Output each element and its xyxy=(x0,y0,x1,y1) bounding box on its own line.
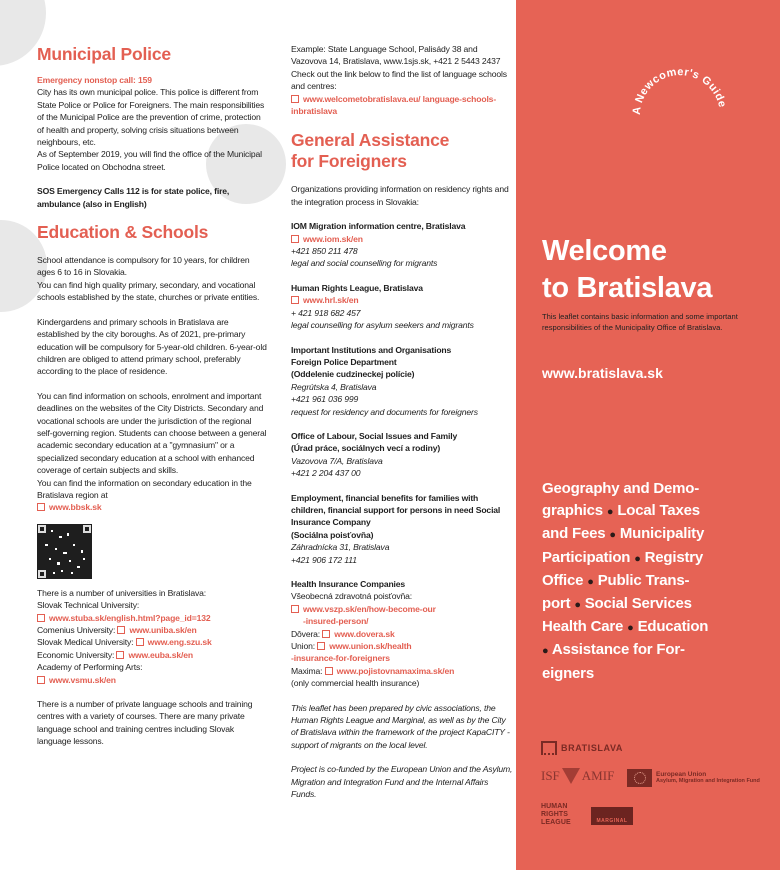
funding-note: Project is co-funded by the European Union and the Asylum, Migration and Integration Fund and the Internal Affairs Funds. xyxy=(291,764,513,800)
uniba-link[interactable]: www.uniba.sk/en xyxy=(129,625,197,635)
iom-link[interactable]: www.iom.sk/en xyxy=(303,233,363,244)
vsmu-link[interactable]: www.vsmu.sk/en xyxy=(49,674,116,685)
topic: Health Care xyxy=(542,618,624,636)
bullet-icon: ● xyxy=(542,645,549,658)
welcome-bratislava-link[interactable]: www.welcometobratislava.eu/ language-schools-inbratislava xyxy=(291,93,497,117)
bratislava-logo-text: BRATISLAVA xyxy=(561,743,623,753)
cover-intro: This leaflet contains basic information and some important responsibilities of the Municipality Office of Bratislava. xyxy=(542,312,738,332)
foreign-police-note: request for residency and documents for foreigners xyxy=(291,406,478,417)
topic: eigners xyxy=(542,664,594,682)
leaflet-credits: This leaflet has been prepared by civic associations, the Human Rights League and Marginal, as well as by the City of Bratislava within the framework of the project KapaCITY - support of migrants on the local level. xyxy=(291,702,510,750)
eu-logo xyxy=(627,769,760,787)
vszp-label: Všeobecná zdravotná poisťovňa: xyxy=(291,591,413,602)
stuba-link[interactable]: www.stuba.sk/english.html?page_id=132 xyxy=(49,612,211,623)
police-office: As of September 2019, you will find the office of the Municipal Police located on Obchodna street. xyxy=(37,149,262,172)
topic: graphics xyxy=(542,502,603,520)
cover-title-line2: to Bratislava xyxy=(542,272,713,304)
education-p1: School attendance is compulsory for 10 years, for children ages 6 to 16 in Slovakia. xyxy=(37,255,250,278)
labour-office-local: (Úrad práce, sociálnych vecí a rodiny) xyxy=(291,443,441,454)
hrl-line: HUMAN xyxy=(541,803,568,810)
cover-title xyxy=(542,233,712,307)
bullet-icon: ● xyxy=(587,575,594,588)
org-phone: +421 850 211 478 xyxy=(291,246,358,257)
education-p3: You can find information on schools, enrolment and important deadlines on the websites of the City Districts. Secondary and vocational schools are under the jurisdiction of the regional self-governing region. Students can choose between a general academic secondary education at a "gymnasium" or a specialized secondary education at a school with enhanced coverage of certain subjects and skills. xyxy=(37,390,267,476)
assistance-heading-2: for Foreigners xyxy=(291,151,407,172)
eu-flag-icon xyxy=(627,769,652,787)
bullet-icon: ● xyxy=(627,622,634,635)
social-insurance-phone: +421 906 172 111 xyxy=(291,554,357,565)
labour-office-name: Office of Labour, Social Issues and Family xyxy=(291,430,458,441)
hrl-link[interactable]: www.hrl.sk/en xyxy=(303,295,359,306)
left-column xyxy=(37,0,267,748)
labour-office-phone: +421 2 204 437 00 xyxy=(291,468,361,479)
topic: Participation xyxy=(542,548,631,566)
topic: and Fees xyxy=(542,525,606,543)
external-link-icon xyxy=(117,626,125,634)
maxima-label: Maxima: xyxy=(291,665,323,676)
bullet-icon: ● xyxy=(574,599,581,612)
external-link-icon xyxy=(291,605,299,613)
org-phone: + 421 918 682 457 xyxy=(291,307,361,318)
maxima-link[interactable]: www.pojistovnamaxima.sk/en xyxy=(336,665,455,676)
cover-title-line1: Welcome xyxy=(542,235,667,267)
hrl-line: LEAGUE xyxy=(541,818,571,826)
arc-text: A Newcomer's Guide xyxy=(630,66,729,116)
universities-intro: There is a number of universities in Bratislava: xyxy=(37,587,207,598)
bratislava-logo xyxy=(541,741,623,755)
isf-amif-logo xyxy=(541,768,614,784)
external-link-icon xyxy=(37,676,45,684)
external-link-icon xyxy=(322,630,330,638)
health-insurance-title: Health Insurance Companies xyxy=(291,579,406,589)
amif-text: AMIF xyxy=(581,768,615,783)
sos-emergency: SOS Emergency Calls 112 is for state police, fire, ambulance (also in English) xyxy=(37,186,230,209)
middle-column xyxy=(291,0,513,801)
euba-link[interactable]: www.euba.sk/en xyxy=(128,649,193,660)
bratislava-website-link[interactable]: www.bratislava.sk xyxy=(542,365,663,381)
topic: Education xyxy=(637,618,709,636)
social-insurance-local: (Sociálna poisťovňa) xyxy=(291,529,374,540)
topic: Social Services xyxy=(584,595,692,613)
isf-text: ISF xyxy=(541,768,560,783)
svg-text:A Newcomer's Guide xyxy=(631,66,728,115)
org-name: IOM Migration information centre, Bratislava xyxy=(291,221,466,232)
social-insurance-name: Employment, financial benefits for families with children, financial support for persons in need Social Insurance Company xyxy=(291,492,501,528)
vszp-link[interactable]: www.vszp.sk/en/how-become-our xyxy=(303,603,436,614)
bullet-icon: ● xyxy=(634,552,641,565)
topic: Assistance for For- xyxy=(551,641,685,659)
marginal-logo xyxy=(591,807,633,825)
university-name: Slovak Technical University: xyxy=(37,600,140,611)
human-rights-league-logo xyxy=(541,803,571,826)
bullet-icon: ● xyxy=(606,506,614,519)
external-link-icon xyxy=(136,638,144,646)
university-name: Academy of Performing Arts: xyxy=(37,662,143,673)
foreign-police-local: (Oddelenie cudzineckej polície) xyxy=(291,369,415,380)
union-link[interactable]: www.union.sk/health xyxy=(329,641,412,652)
external-link-icon xyxy=(291,296,299,304)
university-name: Slovak Medical University: xyxy=(37,637,134,648)
hrl-line: RIGHTS xyxy=(541,810,569,818)
star-triangle-icon xyxy=(562,768,580,784)
language-school-example: Example: State Language School, Palisády 38 and Vazovova 14, Bratislava, www.1sjs.sk, +421 2 5443 2437 xyxy=(291,44,501,67)
bullet-icon: ● xyxy=(609,529,616,542)
education-p2: Kindergardens and primary schools in Bratislava are established by the city boroughs. As of 2021, pre-primary education will be compulsory for 5-year-old children. 6-year-old children are obliged to attend primary school, preferably according to the place of residence. xyxy=(37,316,267,377)
labour-office-address: Vazovova 7/A, Bratislava xyxy=(291,455,383,466)
external-link-icon xyxy=(291,235,299,243)
topic: port xyxy=(542,595,571,613)
topic: Office xyxy=(542,571,584,589)
topics-list xyxy=(542,478,752,685)
police-body: City has its own municipal police. This police is different from State Police or Police for Foreigners. The main responsibilities of the Municipal Police are the prevention of crime, protection of health and property, solving crisis situations between neighbours, etc. xyxy=(37,87,265,148)
topic: Municipality xyxy=(619,525,705,543)
university-name: Economic University: xyxy=(37,649,115,660)
institutions-title: Important Institutions and Organisations xyxy=(291,344,452,355)
education-heading: Education & Schools xyxy=(37,222,209,243)
maxima-note: (only commercial health insurance) xyxy=(291,678,420,689)
external-link-icon xyxy=(325,667,333,675)
org-note: legal counselling for asylum seekers and migrants xyxy=(291,320,474,331)
external-link-icon xyxy=(37,503,45,511)
foreign-police-name: Foreign Police Department xyxy=(291,356,397,367)
eu-text: European Union xyxy=(656,771,707,778)
assistance-intro: Organizations providing information on residency rights and the integration process in Slovakia: xyxy=(291,184,509,207)
szu-link[interactable]: www.eng.szu.sk xyxy=(147,637,212,648)
external-link-icon xyxy=(291,95,299,103)
dovera-link[interactable]: www.dovera.sk xyxy=(334,628,395,639)
assistance-heading-1: General Assistance xyxy=(291,130,450,151)
municipal-police-heading: Municipal Police xyxy=(37,44,171,64)
org-name: Human Rights League, Bratislava xyxy=(291,282,423,293)
union-link-cont[interactable]: -insurance-for-foreigners xyxy=(291,653,390,664)
topic: Public Trans- xyxy=(597,571,690,589)
education-p3b: You can find the information on secondary education in the Bratislava region at xyxy=(37,477,252,500)
topic: Registry xyxy=(644,548,704,566)
bbsk-link[interactable]: www.bbsk.sk xyxy=(49,502,102,513)
org-note: legal and social counselling for migrants xyxy=(291,258,438,269)
social-insurance-address: Záhradnícka 31, Bratislava xyxy=(291,542,390,553)
bratislava-mark-icon xyxy=(541,741,557,755)
vszp-link-cont[interactable]: -insured-person/ xyxy=(303,616,369,627)
marginal-text: MARGINAL xyxy=(596,818,628,824)
qr-code[interactable] xyxy=(37,524,92,579)
topic: Geography and Demo- xyxy=(542,480,700,497)
external-link-icon xyxy=(116,651,124,659)
emergency-number: Emergency nonstop call: 159 xyxy=(37,75,152,85)
external-link-icon xyxy=(317,642,325,650)
language-schools-check: Check out the link below to find the list of language schools and centres: xyxy=(291,68,507,92)
union-label: Union: xyxy=(291,641,315,652)
eu-subtext: Asylum, Migration and Integration Fund xyxy=(656,778,760,784)
foreign-police-phone: +421 961 036 999 xyxy=(291,394,359,405)
language-schools-text: There is a number of private language schools and training centres with a variety of courses. There are many private language school and training centres including Slovak language lessons. xyxy=(37,699,253,747)
topic: Local Taxes xyxy=(617,502,700,520)
university-name: Comenius University: xyxy=(37,625,116,635)
newcomers-guide-arc xyxy=(625,45,745,165)
foreign-police-address: Regrútska 4, Bratislava xyxy=(291,381,377,392)
external-link-icon xyxy=(37,614,45,622)
dovera-label: Dôvera: xyxy=(291,628,321,639)
education-p1b: You can find high quality primary, secondary, and vocational schools established by the state, churches or private entities. xyxy=(37,279,260,303)
